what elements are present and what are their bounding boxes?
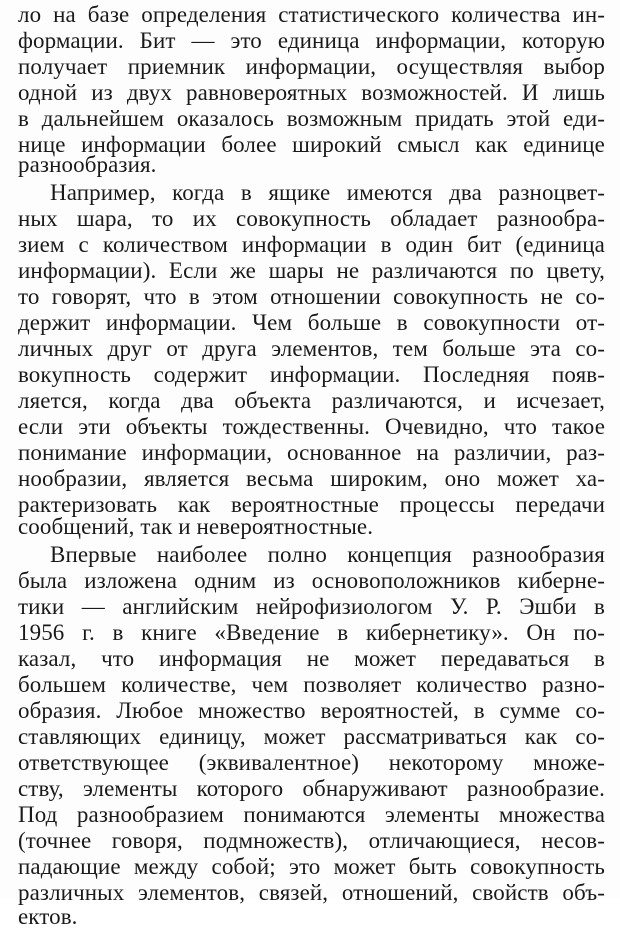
text-line: Под разнообразием понимаются элементы множества [18,802,605,827]
text-line: 1956 г. в книге «Введение в кибернетику». Он по- [18,620,605,645]
text-line: формации. Бит — это единица информации, которую [18,28,605,53]
text-line: различных элементов, связей, отношений, свойств объ- [18,880,605,905]
text-line: рактеризовать как вероятностные процессы передачи [18,492,605,517]
text-line: ству, элементы которого обнаруживают разнообразие. [18,776,605,801]
paragraph-start-line: Впервые наиболее полно концепция разнообразия [50,542,605,567]
text-line: держит информации. Чем больше в совокупности от- [18,310,605,335]
text-line: большем количестве, чем позволяет количество разно- [18,672,605,697]
text-line: ло на базе определения статистического количества ин- [18,2,605,27]
text-line: ных шара, то их совокупность обладает разнообра- [18,206,605,231]
text-line: зием с количеством информации в один бит (единица [18,232,605,257]
text-line: то говорят, что в этом отношении совокупность не со- [18,284,605,309]
text-line: в дальнейшем оказалось возможным придать этой еди- [18,106,605,131]
text-line: ответствующее (эквивалентное) некоторому множе- [18,750,605,775]
text-line: ставляющих единицу, может рассматриваться как со- [18,724,605,749]
text-line: нице информации более широкий смысл как единице [18,132,605,157]
paragraph-start-line: Например, когда в ящике имеются два разноцвет- [50,180,605,205]
text-line: личных друг от друга элементов, тем больше эта со- [18,336,605,361]
text-line: была изложена одним из основоположников киберне- [18,568,605,593]
text-line: если эти объекты тождественны. Очевидно, что такое [18,414,605,439]
text-line: казал, что информация не может передаваться в [18,646,605,671]
text-line: разнообразия. [18,152,157,177]
text-line: одной из двух равновероятных возможностей. И лишь [18,80,605,105]
text-line: информации). Если же шары не различаются по цвету, [18,258,605,283]
text-line: образия. Любое множество вероятностей, в сумме со- [18,698,605,723]
text-line: ляется, когда два объекта различаются, и исчезает, [18,388,605,413]
text-line: нообразии, является весьма широким, оно может ха- [18,466,605,491]
text-line: ектов. [18,904,78,929]
text-line: получает приемник информации, осуществляя выбор [18,54,605,79]
text-line: тики — английским нейрофизиологом У. Р. Эшби в [18,594,605,619]
text-line: сообщений, так и невероятностные. [18,514,374,539]
text-line: понимание информации, основанное на различии, раз- [18,440,605,465]
text-line: (точнее говоря, подмножеств), отличающиеся, несов- [18,828,605,853]
text-line: вокупность содержит информации. Последняя появ- [18,362,605,387]
text-line: падающие между собой; это может быть совокупность [18,854,605,879]
